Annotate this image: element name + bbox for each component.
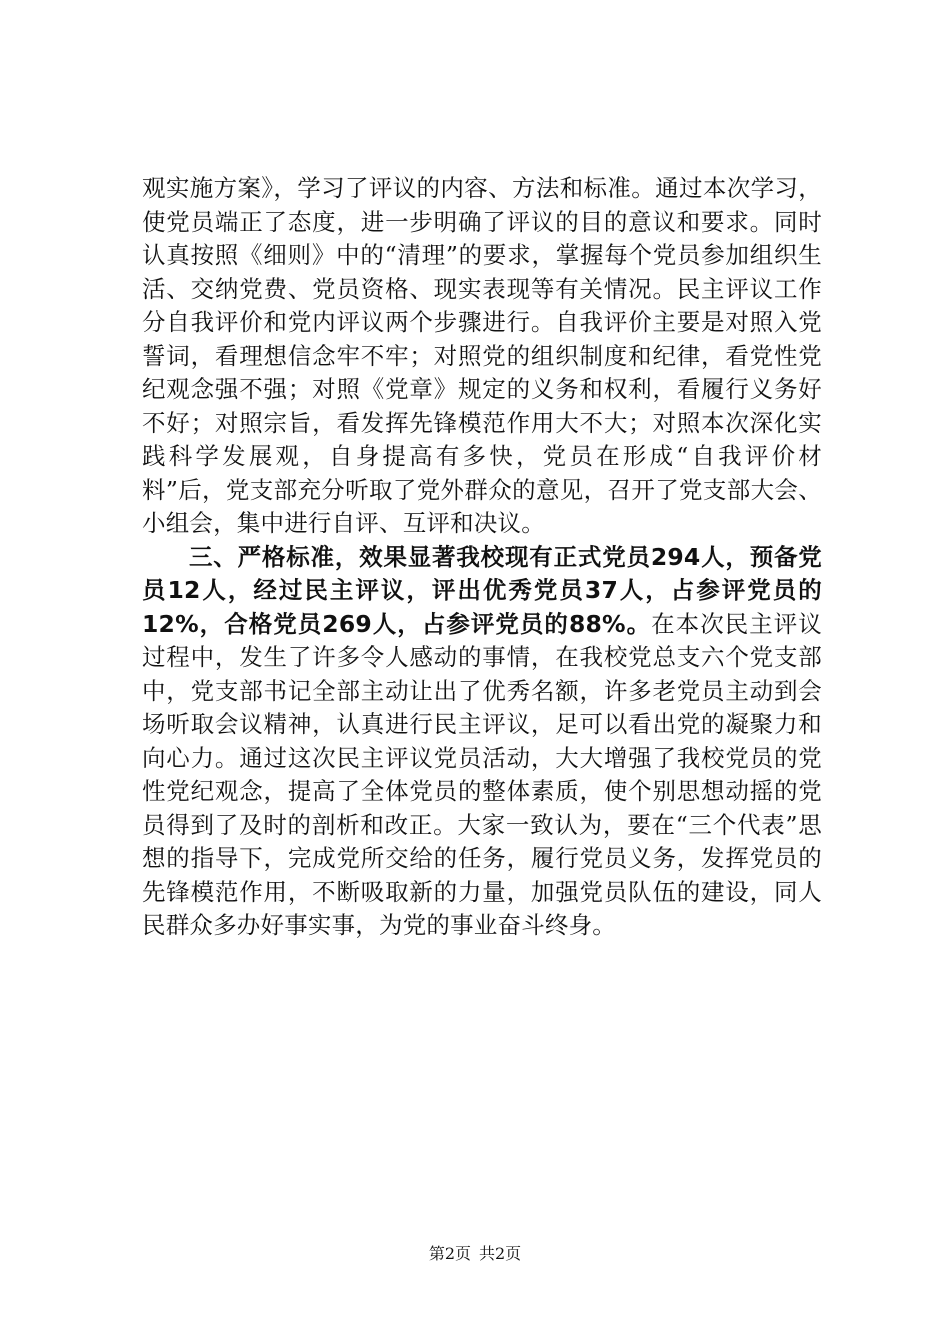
paragraph-evaluation-process: 观实施方案》，学习了评议的内容、方法和标准。通过本次学习，使党员端正了态度，进一步明确了评议的目的意议和要求。同时认真按照《细则》中的“清理”的要求，掌握每个党员参加组织生活、交纳党费、党员资格、现实表现等有关情况。民主评议工作分自我评价和党内评议两个步骤进行。自我评价主要是对照入党誓词，看理想信念牢不牢；对照党的组织制度和纪律，看党性党纪观念强不强；对照《党章》规定的义务和权利，看履行义务好不好；对照宗旨，看发挥先锋模范作用大不大；对照本次深化实践科学发展观，自身提高有多快，党员在形成“自我评价材料”后，党支部充分听取了党外群众的意见，召开了党支部大会、小组会，集中进行自评、互评和决议。 bbox=[142, 174, 822, 537]
paragraph-results bbox=[142, 541, 822, 943]
page-total: 共2页 bbox=[479, 1244, 522, 1263]
page-footer bbox=[0, 1244, 950, 1264]
page-number: 第2页 bbox=[428, 1244, 471, 1263]
document-body bbox=[142, 172, 822, 943]
results-body-text: 在本次民主评议过程中，发生了许多令人感动的事情，在我校党总支六个党支部中，党支部书记全部主动让出了优秀名额，许多老党员主动到会场听取会议精神，认真进行民主评议，足可以看出党的凝聚力和向心力。通过这次民主评议党员活动，大大增强了我校党员的党性党纪观念，提高了全体党员的整体素质，使个别思想动摇的党员得到了及时的剖析和改正。大家一致认为，要在“三个代表”思想的指导下，完成党所交给的任务，履行党员义务，发挥党员的先锋模范作用，不断吸取新的力量，加强党员队伍的建设，同人民群众多办好事实事，为党的事业奋斗终身。 bbox=[142, 609, 822, 939]
results-heading-bold: 三、严格标准，效果显著我校现有正式党员294人，预备党员12人，经过民主评议，评出优秀党员37人，占参评党员的12%，合格党员269人，占参评党员的88%。 bbox=[142, 542, 822, 638]
